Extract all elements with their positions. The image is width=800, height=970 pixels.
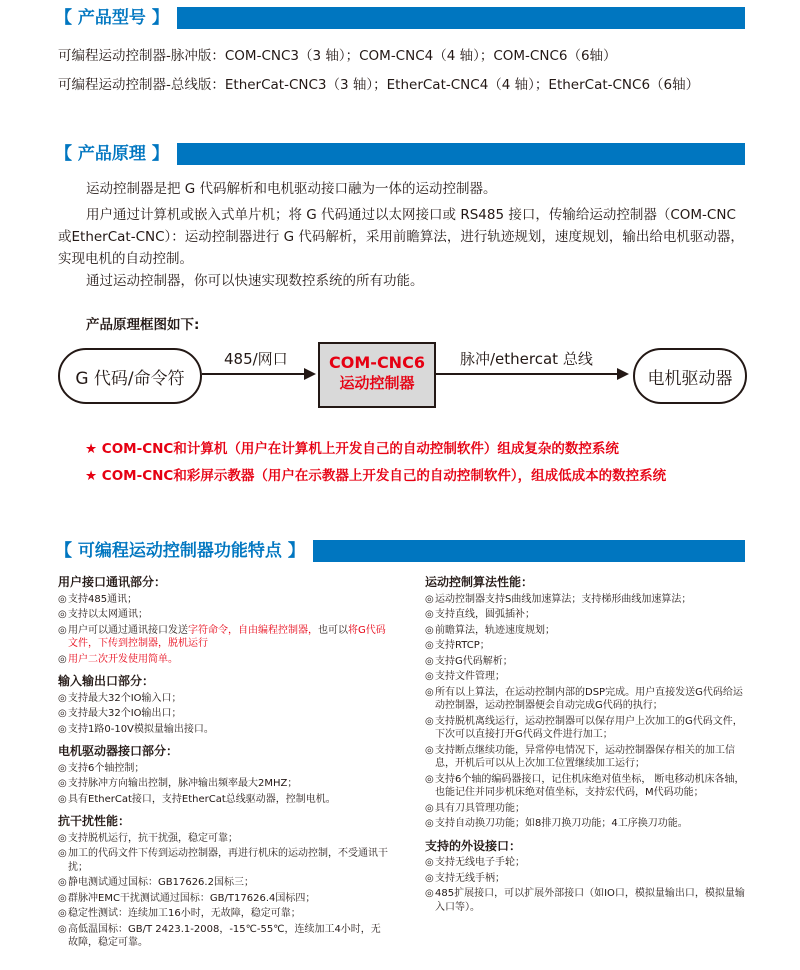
diagram-driver-label: 电机驱动器: [647, 368, 733, 389]
feature-item: ◎ 支持6个轴控制；: [58, 762, 145, 774]
bullet-icon: ◎: [58, 723, 67, 735]
feature-item: ◎ 支持无线手柄；: [425, 872, 505, 884]
arrow-head-1: [304, 368, 316, 380]
bullet-icon: ◎: [425, 857, 434, 868]
highlight-text: 将G代码文件，下传到控制器，脱机运行: [68, 624, 386, 649]
diagram-controller-name: 运动控制器: [339, 374, 415, 392]
section-title-model: 【 产品型号 】: [55, 6, 177, 30]
feature-item: ◎ 支持断点继续功能，异常停电情况下，运动控制器保存相关的加工信息，开机后可以从上次加工位置继续加工运行；: [425, 744, 735, 769]
highlight-text: 字符命令，自由编程控制器，: [188, 624, 318, 636]
feature-item: ◎ 高低温国标：GB/T 2423.1-2008，-15℃-55℃，连续加工4小时，无故障，稳定可靠。: [58, 923, 381, 948]
feature-item: ◎ 支持1路0-10V模拟量输出接口。: [58, 723, 214, 735]
feature-item: ◎ 支持G代码解析；: [425, 655, 513, 667]
bullet-icon: ◎: [425, 744, 434, 756]
bullet-icon: ◎: [58, 793, 67, 805]
feature-item: ◎ 所有以上算法，在运动控制内部的DSP完成。用户直接发送G代码给运动控制器，运动控制器便会自动完成G代码的执行；: [425, 686, 743, 711]
diagram-gcode-box: [58, 348, 202, 404]
model-bus-line: 可编程运动控制器-总线版：EtherCat-CNC3（3 轴）；EtherCat-CNC4（4 轴）；EtherCat-CNC6（6轴）: [58, 77, 700, 93]
feature-item: ◎ 支持无线电子手轮；: [425, 857, 525, 868]
diagram-gcode-label: G 代码/命令符: [75, 368, 185, 389]
highlight-text: 用户二次开发使用简单。: [68, 653, 178, 665]
bullet-icon: ◎: [58, 708, 67, 719]
feature-group-interference: [58, 815, 388, 950]
diagram-controller-box: [318, 342, 436, 408]
principle-text-1: 运动控制器是把 G 代码解析和电机驱动接口融为一体的运动控制器。: [86, 181, 497, 197]
diagram-link-label-2: 脉冲/ethercat 总线: [460, 350, 593, 368]
feature-item: ◎ 支持自动换刀功能；如8排刀换刀功能；4工序换刀功能。: [425, 818, 688, 829]
bullet-icon: ◎: [58, 877, 67, 888]
section-title-features: 【 可编程运动控制器功能特点 】: [55, 539, 313, 563]
feature-group-title: 输入输出口部分：: [58, 674, 155, 688]
feature-item: ◎ 支持最大32个IO输出口；: [58, 708, 182, 719]
diagram-caption: 产品原理框图如下:: [86, 317, 200, 333]
feature-item: ◎ 支持6个轴的编码器接口，记住机床绝对值坐标， 断电移动机床各轴，也能记住并同步机床绝对值坐标，支持宏代码，M代码功能；: [425, 773, 745, 798]
diagram-link-label-1: 485/网口: [224, 350, 288, 368]
feature-group-title: 支持的外设接口：: [425, 838, 522, 853]
bullet-icon: ◎: [58, 692, 67, 704]
feature-item: ◎ 支持RTCP；: [425, 640, 490, 651]
section-title-principle: 【 产品原理 】: [55, 142, 177, 166]
bullet-icon: ◎: [58, 848, 67, 859]
feature-item: ◎ 稳定性测试：连续加工16小时，无故障，稳定可靠；: [58, 908, 301, 919]
feature-group-algorithm: [425, 576, 750, 831]
bullet-icon: ◎: [58, 778, 67, 789]
feature-item: ◎ 支持脱机离线运行，运动控制器可以保存用户上次加工的G代码文件，下次可以直接打开G代码文件进行加工；: [425, 715, 743, 740]
bullet-icon: ◎: [58, 593, 67, 605]
feature-item: ◎ 具有刀具管理功能；: [425, 802, 525, 814]
bullet-icon: ◎: [425, 609, 434, 620]
principle-paragraph-1: [58, 178, 748, 200]
diagram-controller-model: COM-CNC6: [329, 353, 425, 372]
principle-paragraph-2: [58, 204, 748, 270]
feature-item: ◎ 加工的代码文件下传到运动控制器，再进行机床的运动控制，不受通讯干扰；: [58, 848, 388, 873]
bullet-icon: ◎: [425, 888, 434, 899]
feature-item: ◎ 支持脱机运行，抗干扰强，稳定可靠；: [58, 832, 238, 844]
bullet-icon: ◎: [425, 773, 434, 785]
feature-group-comm: [58, 576, 388, 666]
feature-group-title: 抗干扰性能：: [58, 814, 131, 828]
feature-group-title: 用户接口通讯部分：: [58, 575, 167, 589]
features-right-column: [425, 576, 750, 923]
bullet-icon: ◎: [425, 624, 434, 636]
bullet-icon: ◎: [425, 686, 434, 698]
feature-item: ◎ 支持脉冲方向输出控制，脉冲输出频率最大2MHZ；: [58, 778, 298, 789]
principle-paragraph-3: [58, 270, 748, 292]
model-pulse-line: 可编程运动控制器-脉冲版：COM-CNC3（3 轴）；COM-CNC4（4 轴）；COM-CNC6（6轴）: [58, 48, 617, 64]
feature-item: ◎ 支持直线，圆弧插补；: [425, 609, 535, 620]
feature-item: ◎ 支持最大32个IO输入口；: [58, 692, 182, 704]
bullet-icon: ◎: [425, 872, 434, 884]
bullet-icon: ◎: [425, 818, 434, 829]
feature-group-driver: [58, 745, 388, 806]
bullet-icon: ◎: [58, 762, 67, 774]
feature-item: ◎ 485扩展接口，可以扩展外部接口（如IO口，模拟量输出口，模拟量输入口等）。: [425, 888, 745, 913]
bullet-icon: ◎: [425, 655, 434, 667]
feature-item: ◎ 支持文件管理；: [425, 671, 505, 682]
feature-item: ◎ 用户可以通过通讯接口发送字符命令，自由编程控制器，也可以将G代码文件，下传到控制器，脱机运行: [58, 624, 386, 649]
feature-group-title: 运动控制算法性能：: [425, 575, 534, 589]
principle-text-2: 用户通过计算机或嵌入式单片机；将 G 代码通过以太网接口或 RS485 接口，传输给运动控制器（COM-CNC 或EtherCat-CNC）：运动控制器进行 G 代码解析，采用前瞻算法，进行轨迹规划，速度规划，输出给电机驱动器，实现电机的自动控制。: [58, 207, 744, 267]
feature-item: ◎ 具有EtherCat接口，支持EtherCat总线驱动器，控制电机。: [58, 793, 336, 805]
bullet-icon: ◎: [425, 802, 434, 814]
feature-item: ◎ 支持以太网通讯；: [58, 609, 148, 620]
feature-group-io: [58, 675, 388, 736]
note-teach-pendant-system: ★ COM-CNC和彩屏示教器（用户在示教器上开发自己的自动控制软件），组成低成本的数控系统: [85, 468, 667, 484]
principle-text-3: 通过运动控制器，你可以快速实现数控系统的所有功能。: [86, 273, 424, 289]
feature-item: ◎ 静电测试通过国标：GB17626.2国标三；: [58, 877, 254, 888]
bullet-icon: ◎: [425, 715, 434, 727]
bullet-icon: ◎: [425, 640, 434, 651]
bullet-icon: ◎: [58, 653, 67, 665]
bullet-icon: ◎: [425, 671, 434, 682]
feature-group-peripherals: [425, 840, 750, 915]
bullet-icon: ◎: [58, 624, 67, 636]
bullet-icon: ◎: [58, 908, 67, 919]
feature-group-title: 电机驱动器接口部分：: [58, 744, 179, 758]
bullet-icon: ◎: [58, 609, 67, 620]
feature-item: ◎ 前瞻算法，轨迹速度规划；: [425, 624, 555, 636]
diagram-driver-box: [633, 348, 747, 404]
note-computer-system: ★ COM-CNC和计算机（用户在计算机上开发自己的自动控制软件）组成复杂的数控系统: [85, 441, 619, 457]
feature-item: ◎ 运动控制器支持S曲线加速算法；支持梯形曲线加速算法；: [425, 593, 692, 605]
bullet-icon: ◎: [58, 832, 67, 844]
bullet-icon: ◎: [58, 923, 67, 935]
feature-item: ◎ 群脉冲EMC干扰测试通过国标：GB/T17626.4国标四；: [58, 892, 316, 904]
feature-item: ◎ 支持485通讯；: [58, 593, 138, 605]
features-left-column: [58, 576, 388, 959]
bullet-icon: ◎: [425, 593, 434, 605]
feature-item: [58, 653, 388, 667]
bullet-icon: ◎: [58, 892, 67, 904]
arrow-head-2: [617, 368, 629, 380]
